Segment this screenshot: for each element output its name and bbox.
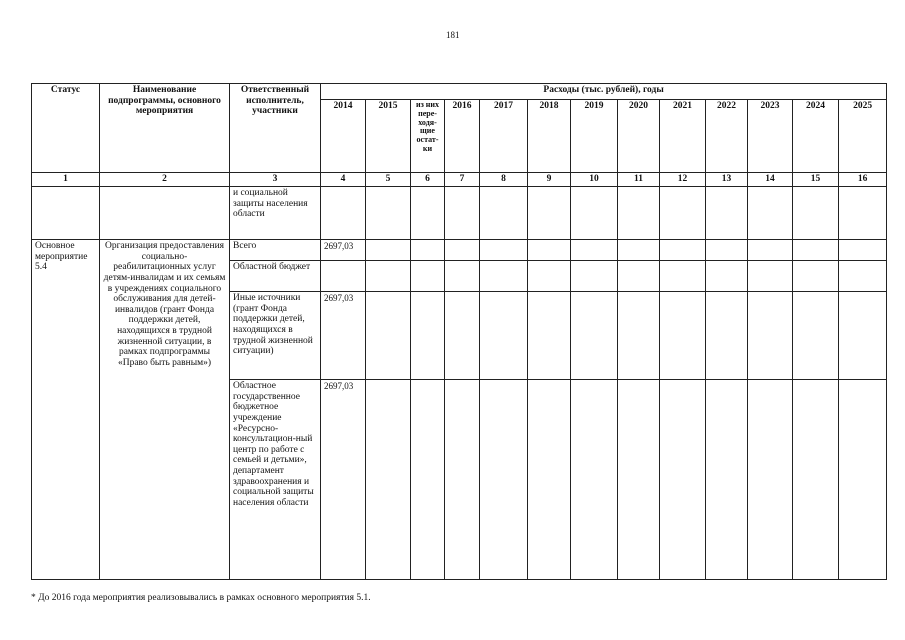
cell-value-2014: 2697,03 — [321, 240, 366, 261]
table-row-continuation — [32, 187, 887, 240]
cell-activity-name: Организация предоставления социально-реабилитационных услуг детям-инвалидам и их семьям в учреждениях социального обслуживания для детей-инвалидов (грант Фонда поддержки детей, находящихся в трудной жизненной ситуации, в рамках подпрограммы «Право быть равным») — [100, 240, 230, 580]
column-number: 11 — [618, 173, 660, 187]
header-year: 2020 — [618, 100, 660, 173]
cell-executor: Иные источники (грант Фонда поддержки детей, находящихся в трудной жизненной ситуации) — [230, 292, 321, 380]
table-row-total — [32, 240, 887, 261]
header-year: 2015 — [366, 100, 411, 173]
column-number: 8 — [480, 173, 528, 187]
expenses-table — [31, 83, 887, 580]
column-number: 6 — [411, 173, 445, 187]
cell-executor: Всего — [230, 240, 321, 261]
column-number: 12 — [660, 173, 706, 187]
cell-value-2014: 2697,03 — [321, 380, 366, 580]
column-number: 15 — [793, 173, 839, 187]
column-number: 13 — [706, 173, 748, 187]
column-number-row — [32, 173, 887, 187]
column-number: 5 — [366, 173, 411, 187]
header-year: 2017 — [480, 100, 528, 173]
cell-name-empty — [100, 187, 230, 240]
column-number: 14 — [748, 173, 793, 187]
header-name: Наименование подпрограммы, основного мероприятия — [100, 84, 230, 173]
column-number: 9 — [528, 173, 571, 187]
column-number: 4 — [321, 173, 366, 187]
cell-activity-status: Основное мероприятие 5.4 — [32, 240, 100, 580]
column-number: 16 — [839, 173, 887, 187]
header-year: 2021 — [660, 100, 706, 173]
header-year-carryover: из них пере-ходя-щие остат-ки — [411, 100, 445, 173]
column-number: 2 — [100, 173, 230, 187]
header-expenses: Расходы (тыс. рублей), годы — [321, 84, 887, 100]
header-year: 2019 — [571, 100, 618, 173]
cell-executor: Областное государственное бюджетное учреждение «Ресурсно-консультацион-ный центр по работе с семьей и детьми», департамент здравоохранения и социальной защиты населения области — [230, 380, 321, 580]
header-year: 2025 — [839, 100, 887, 173]
footnote: * До 2016 года мероприятия реализовывались в рамках основного мероприятия 5.1. — [31, 593, 371, 603]
column-number: 7 — [445, 173, 480, 187]
column-number: 3 — [230, 173, 321, 187]
header-year: 2022 — [706, 100, 748, 173]
header-year: 2018 — [528, 100, 571, 173]
page-number: 181 — [446, 30, 460, 40]
column-number: 10 — [571, 173, 618, 187]
cell-executor: и социальной защиты населения области — [230, 187, 321, 240]
header-row-top — [32, 84, 887, 100]
cell-executor: Областной бюджет — [230, 261, 321, 292]
cell-status-empty — [32, 187, 100, 240]
header-year: 2014 — [321, 100, 366, 173]
header-year: 2024 — [793, 100, 839, 173]
cell-value-2014 — [321, 261, 366, 292]
header-year: 2023 — [748, 100, 793, 173]
header-status: Статус — [32, 84, 100, 173]
header-year: 2016 — [445, 100, 480, 173]
cell-value-2014: 2697,03 — [321, 292, 366, 380]
header-executor: Ответственный исполнитель, участники — [230, 84, 321, 173]
column-number: 1 — [32, 173, 100, 187]
